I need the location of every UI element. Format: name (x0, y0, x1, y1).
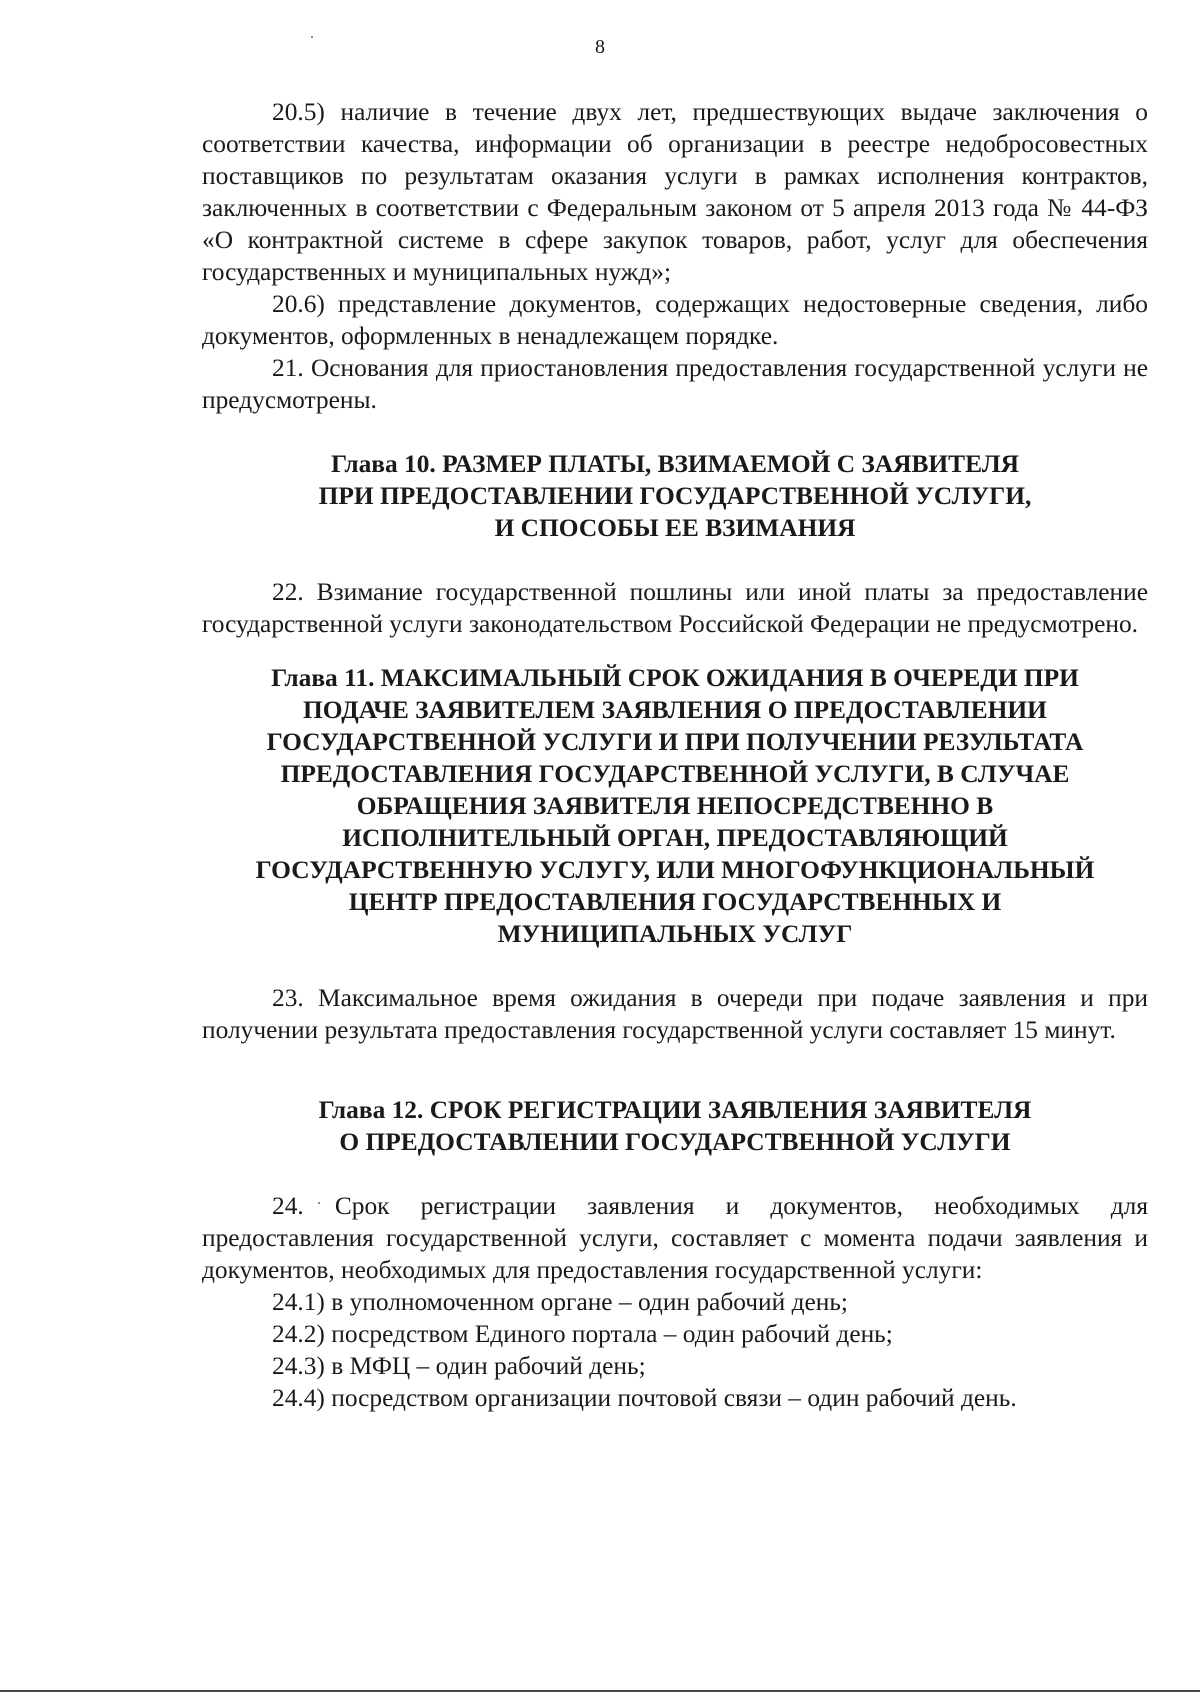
chapter-12-heading (202, 1094, 1148, 1158)
heading-line: О ПРЕДОСТАВЛЕНИИ ГОСУДАРСТВЕННОЙ УСЛУГИ (339, 1128, 1011, 1156)
heading-line: Глава 10. РАЗМЕР ПЛАТЫ, ВЗИМАЕМОЙ С ЗАЯВИТЕЛЯ (331, 450, 1019, 478)
heading-line: ГОСУДАРСТВЕННОЙ УСЛУГИ И ПРИ ПОЛУЧЕНИИ РЕЗУЛЬТАТА (266, 728, 1084, 756)
heading-line: И СПОСОБЫ ЕЕ ВЗИМАНИЯ (494, 514, 856, 542)
heading-line: ПОДАЧЕ ЗАЯВИТЕЛЕМ ЗАЯВЛЕНИЯ О ПРЕДОСТАВЛЕНИИ (303, 696, 1047, 724)
heading-line: ОБРАЩЕНИЯ ЗАЯВИТЕЛЯ НЕПОСРЕДСТВЕННО В (356, 792, 994, 820)
list-item-24-4: 24.4) посредством организации почтовой связи – один рабочий день. (272, 1384, 1017, 1412)
paragraph-24: 24. Срок регистрации заявления и документов, необходимых для предоставления государственной услуги, составляет с момента подачи заявления и документов, необходимых для предоставления государственной услуги: (202, 1192, 1148, 1284)
heading-line: ИСПОЛНИТЕЛЬНЫЙ ОРГАН, ПРЕДОСТАВЛЯЮЩИЙ (342, 824, 1008, 852)
chapter-11-heading (202, 662, 1148, 950)
paragraph-20-6: 20.6) представление документов, содержащих недостоверные сведения, либо документов, оформленных в ненадлежащем порядке. (202, 290, 1148, 350)
paragraph-22: 22. Взимание государственной пошлины или иной платы за предоставление государственной услуги законодательством Российской Федерации не предусмотрено. (202, 578, 1148, 638)
paragraph-21: 21. Основания для приостановления предоставления государственной услуги не предусмотрены. (202, 354, 1148, 414)
document-body (202, 96, 1148, 1414)
paragraph-20-5: 20.5) наличие в течение двух лет, предшествующих выдаче заключения о соответствии качества, информации об организации в реестре недобросовестных поставщиков по результатам оказания услуги в рамках исполнения контрактов, заключенных в соответствии с Федеральным законом от 5 апреля 2013 года № 44-ФЗ «О контрактной системе в сфере закупок товаров, работ, услуг для обеспечения государственных и муниципальных нужд»; (202, 98, 1148, 286)
heading-line: ПРЕДОСТАВЛЕНИЯ ГОСУДАРСТВЕННОЙ УСЛУГИ, В СЛУЧАЕ (280, 760, 1070, 788)
scan-bottom-edge (0, 1690, 1200, 1692)
heading-line: ПРИ ПРЕДОСТАВЛЕНИИ ГОСУДАРСТВЕННОЙ УСЛУГИ, (318, 482, 1032, 510)
heading-line: ЦЕНТР ПРЕДОСТАВЛЕНИЯ ГОСУДАРСТВЕННЫХ И (348, 888, 1002, 916)
list-item-24-3: 24.3) в МФЦ – один рабочий день; (272, 1352, 646, 1380)
heading-line: ГОСУДАРСТВЕННУЮ УСЛУГУ, ИЛИ МНОГОФУНКЦИОНАЛЬНЫЙ (255, 856, 1095, 884)
page-number: 8 (595, 36, 605, 58)
heading-line: МУНИЦИПАЛЬНЫХ УСЛУГ (497, 920, 853, 948)
chapter-10-heading (202, 448, 1148, 544)
heading-line: Глава 12. СРОК РЕГИСТРАЦИИ ЗАЯВЛЕНИЯ ЗАЯВИТЕЛЯ (318, 1096, 1032, 1124)
heading-line: Глава 11. МАКСИМАЛЬНЫЙ СРОК ОЖИДАНИЯ В ОЧЕРЕДИ ПРИ (271, 664, 1079, 692)
list-item-24-1: 24.1) в уполномоченном органе – один рабочий день; (272, 1288, 848, 1316)
list-item-24-2: 24.2) посредством Единого портала – один рабочий день; (272, 1320, 893, 1348)
paragraph-23: 23. Максимальное время ожидания в очереди при подаче заявления и при получении результата предоставления государственной услуги составляет 15 минут. (202, 984, 1148, 1044)
